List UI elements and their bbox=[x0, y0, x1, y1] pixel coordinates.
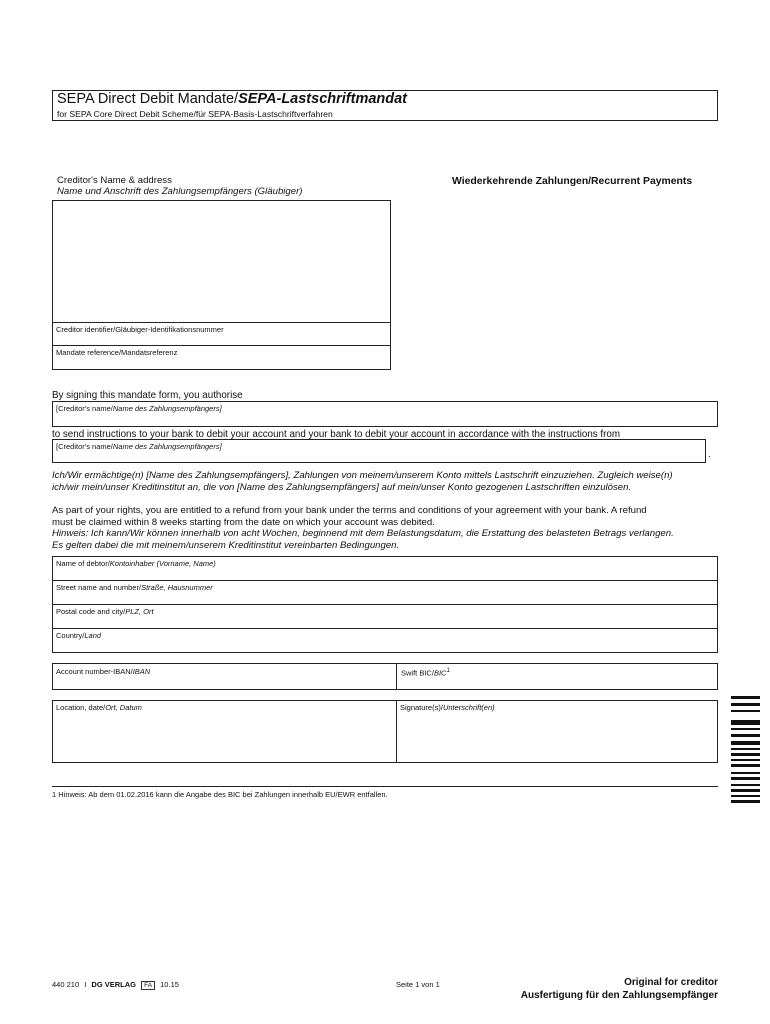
debtor-name-field[interactable] bbox=[52, 556, 718, 581]
german-mandate-line-1: Ich/Wir ermächtige(n) [Name des Zahlungsempfängers], Zahlungen von meinem/unserem Konto mittels Lastschrift einzuziehen. Zugleich weise(n) bbox=[52, 470, 673, 481]
signature-field[interactable] bbox=[396, 700, 718, 763]
barcode-bar bbox=[731, 748, 760, 750]
original-for-creditor: Original for creditor bbox=[624, 977, 718, 988]
barcode-bar bbox=[731, 759, 760, 761]
barcode-bar bbox=[731, 741, 760, 745]
location-date-label-text: Location, date/ bbox=[56, 703, 106, 712]
debtor-country-label-text: Country/ bbox=[56, 631, 85, 640]
authorise-hint2-text: [Creditor's name/ bbox=[56, 442, 113, 451]
debtor-street-label-italic: Straße, Hausnummer bbox=[141, 583, 213, 592]
creditor-identifier-label: Creditor identifier/Gläubiger-Identifikationsnummer bbox=[56, 325, 224, 334]
authorise-creditor-field[interactable] bbox=[52, 401, 718, 427]
iban-label-italic: IBAN bbox=[132, 667, 151, 676]
iban-label-text: Account number-IBAN/ bbox=[56, 667, 133, 676]
debtor-name-label-italic: Kontoinhaber (Vorname, Name) bbox=[109, 559, 216, 568]
barcode-bar bbox=[731, 734, 760, 737]
footer-publisher-line bbox=[52, 980, 179, 990]
barcode-bar bbox=[731, 789, 760, 792]
bic-label-text: Swift BIC/ bbox=[401, 668, 434, 678]
authorise-text: By signing this mandate form, you authorise bbox=[52, 390, 243, 401]
debtor-country-field[interactable] bbox=[52, 628, 718, 653]
fa-badge: FA bbox=[141, 981, 155, 990]
location-date-field[interactable] bbox=[52, 700, 397, 763]
bic-label-italic: BIC bbox=[433, 668, 447, 678]
rights-line-1: As part of your rights, you are entitled to a refund from your bank under the terms and conditions of your agreement with your bank. A refund bbox=[52, 505, 647, 516]
german-mandate-line-2: ich/wir mein/unser Kreditinstitut an, die von [Name des Zahlungsempfängers] auf mein/unser Konto gezogenen Lastschriften einzulösen. bbox=[52, 482, 632, 493]
authorise-field-hint bbox=[56, 404, 222, 413]
form-title-text: SEPA Direct Debit Mandate/ bbox=[57, 91, 239, 107]
creditor-identifier-field[interactable] bbox=[52, 322, 391, 346]
form-title-italic: SEPA-Lastschriftmandat bbox=[238, 91, 408, 107]
debtor-street-label-text: Street name and number/ bbox=[56, 583, 142, 592]
authorise-hint-italic: Name des Zahlungsempfängers] bbox=[112, 404, 222, 413]
barcode-bar bbox=[731, 764, 760, 767]
authorise-period: . bbox=[708, 449, 711, 460]
iban-field[interactable] bbox=[52, 663, 397, 690]
page-number: Seite 1 von 1 bbox=[396, 980, 440, 989]
copy-for-creditor-de: Ausfertigung für den Zahlungsempfänger bbox=[520, 990, 718, 1001]
debtor-postal-field[interactable] bbox=[52, 604, 718, 629]
iban-label bbox=[56, 667, 150, 676]
debtor-country-label-italic: Land bbox=[84, 631, 102, 640]
barcode-bar bbox=[731, 710, 760, 712]
debtor-street-label bbox=[56, 583, 213, 592]
bic-field[interactable] bbox=[396, 663, 718, 690]
debtor-name-label-text: Name of debtor/ bbox=[56, 559, 110, 568]
location-date-label bbox=[56, 703, 142, 712]
barcode-bar bbox=[731, 696, 760, 699]
rights-line-2: must be claimed within 8 weeks starting from the date on which your account was debited. bbox=[52, 517, 435, 528]
form-version: 10.15 bbox=[160, 980, 179, 989]
debtor-street-field[interactable] bbox=[52, 580, 718, 605]
rights-line-4: Es gelten dabei die mit meinem/unserem Kreditinstitut vereinbarten Bedingungen. bbox=[52, 540, 400, 551]
footer-separator: I bbox=[84, 980, 87, 989]
location-date-label-italic: Ort, Datum bbox=[105, 703, 142, 712]
debtor-postal-label-italic: PLZ, Ort bbox=[125, 607, 154, 616]
barcode-bar bbox=[731, 753, 760, 756]
footnote-divider bbox=[52, 786, 718, 787]
barcode-bar bbox=[731, 784, 760, 786]
debtor-name-label bbox=[56, 559, 216, 568]
barcode-bar bbox=[731, 728, 760, 730]
authorise-creditor-field-2[interactable] bbox=[52, 439, 706, 463]
barcode-bar bbox=[731, 800, 760, 803]
barcode-bar bbox=[731, 795, 760, 797]
creditor-label: Creditor's Name & address bbox=[57, 175, 172, 186]
signature-label bbox=[400, 703, 495, 712]
barcode-bar bbox=[731, 720, 760, 725]
rights-line-3: Hinweis: Ich kann/Wir können innerhalb von acht Wochen, beginnend mit dem Belastungsdatum, die Erstattung des belasteten Betrags verlangen. bbox=[52, 528, 674, 539]
debtor-postal-label-text: Postal code and city/ bbox=[56, 607, 126, 616]
creditor-label-de: Name und Anschrift des Zahlungsempfängers (Gläubiger) bbox=[57, 186, 303, 197]
payment-type: Wiederkehrende Zahlungen/Recurrent Payments bbox=[452, 176, 693, 187]
form-title bbox=[57, 91, 407, 107]
authorise-field-hint-2 bbox=[56, 442, 222, 451]
authorise-text-2: to send instructions to your bank to debit your account and your bank to debit your account in accordance with the instructions from bbox=[52, 429, 620, 440]
signature-label-text: Signature(s)/ bbox=[400, 703, 443, 712]
bic-footnote-ref: 1 bbox=[446, 668, 450, 674]
barcode-bar bbox=[731, 703, 760, 706]
publisher-name: DG VERLAG bbox=[91, 980, 136, 989]
mandate-reference-label: Mandate reference/Mandatsreferenz bbox=[56, 348, 178, 357]
form-subtitle: for SEPA Core Direct Debit Scheme/für SEPA-Basis-Lastschriftverfahren bbox=[57, 109, 333, 119]
bic-label bbox=[401, 667, 450, 678]
barcode-bar bbox=[731, 772, 760, 774]
mandate-reference-field[interactable] bbox=[52, 345, 391, 370]
authorise-hint-text: [Creditor's name/ bbox=[56, 404, 113, 413]
barcode-bar bbox=[731, 777, 760, 780]
signature-label-italic: Unterschrift(en) bbox=[442, 703, 495, 712]
creditor-address-field[interactable] bbox=[52, 200, 391, 323]
footnote: 1 Hinweis: Ab dem 01.02.2016 kann die Angabe des BIC bei Zahlungen innerhalb EU/EWR entfallen. bbox=[52, 790, 388, 799]
debtor-postal-label bbox=[56, 607, 154, 616]
authorise-hint2-italic: Name des Zahlungsempfängers] bbox=[112, 442, 222, 451]
debtor-country-label bbox=[56, 631, 101, 640]
form-number: 440 210 bbox=[52, 980, 80, 989]
